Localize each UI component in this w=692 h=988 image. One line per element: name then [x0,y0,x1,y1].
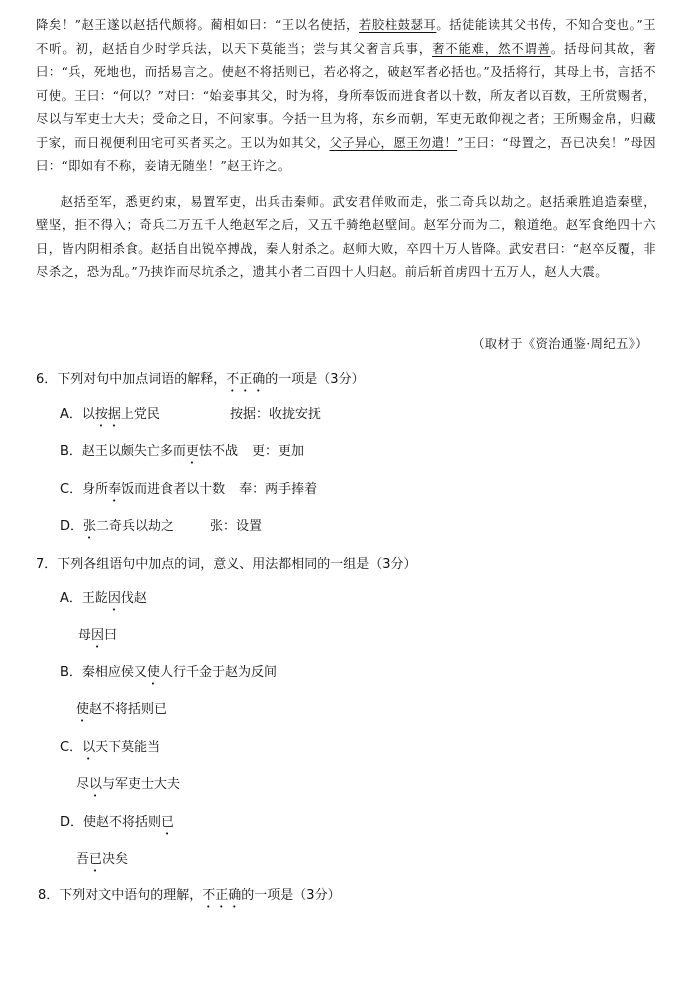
option-explanation: 按据：收拢安抚 [229,407,321,422]
question-6-stem [36,368,365,395]
option-text: 与军吏士大夫 [102,777,181,792]
question-7-option-a-2 [78,624,117,651]
question-7-option-d-2 [76,848,128,875]
question-6-option-c [60,478,317,505]
option-text: 怯不战 [198,444,238,459]
passage-text: ”王曰：“母置之，吾已决矣！”母因曰：“即如有不称，妾请无随坐！”赵王许之。 [36,135,656,173]
underlined-sentence: 奢不能难，然不谓善 [432,41,551,56]
underlined-sentence: 父子异心，愿王勿遣！ [329,135,458,150]
question-6-option-b [60,440,304,467]
option-text: 曰 [104,628,118,643]
option-text: 饭而进食者以十数 [121,482,226,497]
dotted-word: 奉 [108,482,122,497]
underlined-sentence: 若胶柱鼓瑟耳 [359,18,437,32]
stem-text: 的一项是（3分） [241,888,341,903]
option-explanation: 张：设置 [210,519,263,534]
passage-text: 。括母问其故，奢曰：“兵，死地也，而括易言之。使赵不将括则已，若必将之，破赵军者必括也。”及括将行，其母上书，言括不可使。王曰：“何以？”对曰：“始妾事其父，时为将，身所奉饭而进食者以十数，所友者以百数，王所赏赐者，尽以与军吏士大夫；受命之日，不问家事。今括一旦为将，东乡而朝，军吏无敢仰视之者；王所赐金帛，归藏于家，而日视便利田宅可买者买之。王以为如其父， [36,41,656,150]
passage-paragraph-1 [36,14,656,179]
passage [36,14,656,285]
passage-paragraph-2: 赵括至军，悉更约束，易置军吏，出兵击秦师。武安君佯败而走，张二奇兵以劫之。赵括乘胜追造秦壁，壁坚，拒不得入；奇兵二万五千人绝赵军之后，又五千骑绝赵壁间。赵军分而为二，粮道绝。赵军食绝四十六日，皆内阴相杀食。赵括自出锐卒搏战，秦人射杀之。赵师大败，卒四十万人皆降。武安君曰：“赵卒反覆，非尽杀之，恐为乱。”乃挟诈而尽坑杀之，遗其小者二百四十人归赵。前后斩首虏四十五万人，赵人大震。 [36,194,656,279]
stem-text: 8．下列对文中语句的理解， [38,888,203,903]
question-7-option-c-2 [76,773,180,800]
passage-text: 。括徒能读其父书传，不知合变也。”王不听。初，赵括自少时学兵法，以天下莫能当；尝与其父奢言兵事， [36,18,656,56]
option-text: 天下莫能当 [95,740,161,755]
option-explanation: 更：更加 [251,444,304,459]
passage-text: 降矣！”赵王遂以赵括代颇将。蔺相如曰：“王以名使括， [36,18,360,32]
question-7-option-b-2 [76,698,167,725]
stem-text: 6．下列对句中加点词语的解释， [36,372,227,387]
option-text: A．以 [60,407,95,422]
option-text: D． [60,519,84,534]
option-text: 赵不将括则已 [89,702,168,717]
question-6-option-a [60,403,321,430]
option-text: 上党民 [120,407,160,422]
option-text: 尽 [76,777,90,792]
option-text: C． [60,740,83,755]
dotted-word: 因 [91,628,105,643]
option-text: C．身所 [60,482,109,497]
dotted-word: 不正确 [202,888,242,903]
question-6-option-d [60,515,262,542]
question-7-option-c-1 [60,736,160,763]
dotted-word: 以 [89,777,103,792]
option-text: A．王龁 [60,591,108,606]
option-text: 人行千金于赵为反间 [159,665,277,680]
option-text: B．秦相应侯又 [60,665,147,680]
question-8-stem [38,884,341,911]
question-7-option-d-1 [60,811,174,838]
option-explanation: 奉：两手捧着 [239,482,318,497]
option-text: 伐赵 [120,591,147,606]
dotted-word: 已 [89,852,103,867]
dotted-word: 按据 [94,407,121,422]
dotted-word: 更 [185,444,199,459]
dotted-word: 不正确 [226,372,266,387]
dotted-word: 使 [76,702,90,717]
dotted-word: 已 [161,815,175,830]
dotted-word: 使 [146,665,160,680]
dotted-word: 张 [83,519,97,534]
option-text: 吾 [76,852,90,867]
question-7-stem: 7．下列各组语句中加点的词，意义、用法都相同的一组是（3分） [36,557,417,572]
dotted-word: 以 [82,740,96,755]
stem-text: 的一项是（3分） [265,372,365,387]
option-text: B．赵王以颇失亡多而 [60,444,186,459]
option-text: D．使赵不将括则 [60,815,162,830]
question-7-option-a-1 [60,587,147,614]
question-7-option-b-1 [60,661,277,688]
source-citation: （取材于《资治通鉴·周纪五》） [472,337,648,351]
option-text: 二奇兵以劫之 [96,519,175,534]
option-text: 决矣 [102,852,129,867]
option-text: 母 [78,628,92,643]
dotted-word: 因 [107,591,121,606]
